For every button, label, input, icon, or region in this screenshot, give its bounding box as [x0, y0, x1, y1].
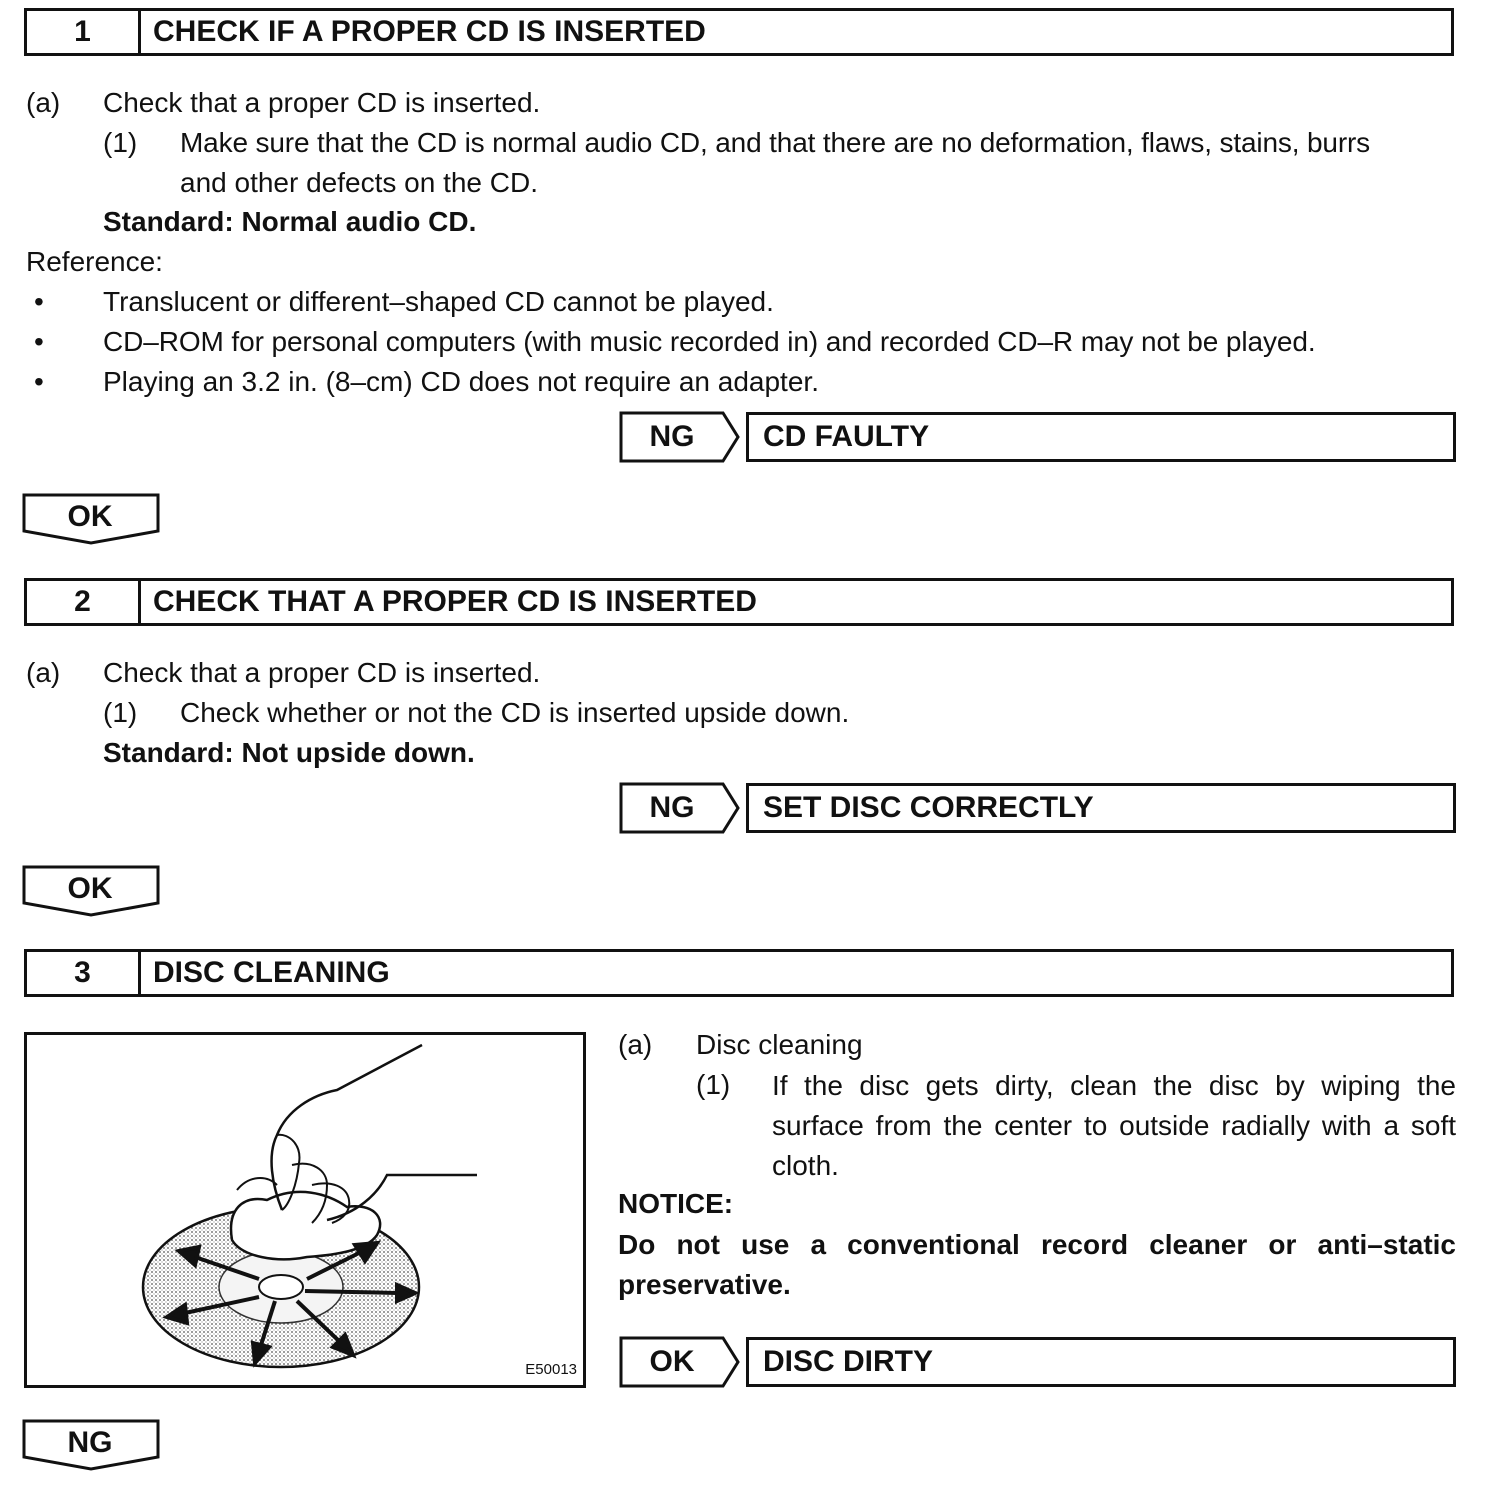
result-text: DISC DIRTY [763, 1345, 934, 1378]
step-1-header [24, 8, 1454, 56]
notice-label: NOTICE: [618, 1188, 734, 1219]
result-box [746, 1337, 1456, 1387]
sub-item-label: (1) [103, 127, 138, 158]
bullet: • [34, 366, 44, 397]
step-2-header [24, 578, 1454, 626]
next-step-tab [22, 493, 162, 545]
figure-code: E50013 [525, 1361, 577, 1378]
step-3-header [24, 949, 1454, 997]
next-step-label: OK [67, 500, 113, 533]
step-title: CHECK THAT A PROPER CD IS INSERTED [153, 585, 757, 618]
disc-cleaning-figure [24, 1032, 586, 1388]
result-box [746, 412, 1456, 462]
result-tag-label: NG [649, 791, 695, 824]
reference-item: Playing an 3.2 in. (8–cm) CD does not require an adapter. [103, 366, 819, 397]
sub-item-text-line1: Make sure that the CD is normal audio CD, and that there are no deformation, flaws, stains, burrs [180, 127, 1371, 158]
disc-cleaning-illustration [27, 1035, 583, 1385]
bullet: • [34, 286, 44, 317]
standard-text: Standard: Normal audio CD. [103, 206, 477, 237]
step-number: 2 [27, 581, 141, 623]
result-tag-label: NG [649, 420, 695, 453]
bullet: • [34, 326, 44, 357]
reference-item: CD–ROM for personal computers (with music recorded in) and recorded CD–R may not be played. [103, 326, 1316, 357]
item-label: (a) [26, 87, 61, 118]
sub-item-label: (1) [696, 1069, 731, 1100]
step-title: DISC CLEANING [153, 956, 390, 989]
result-arrow-tag [619, 1336, 741, 1388]
item-label: (a) [26, 657, 61, 688]
item-label: (a) [618, 1029, 653, 1060]
result-text: CD FAULTY [763, 420, 930, 453]
result-text: SET DISC CORRECTLY [763, 791, 1094, 824]
next-step-label: NG [67, 1426, 113, 1459]
reference-label: Reference: [26, 246, 163, 277]
sub-item-text: If the disc gets dirty, clean the disc by wiping the surface from the center to outside radially with a soft cloth. [772, 1070, 1456, 1181]
result-tag-label: OK [649, 1345, 695, 1378]
step-number: 1 [27, 11, 141, 53]
sub-item-text: Check whether or not the CD is inserted upside down. [180, 697, 850, 728]
notice-text: Do not use a conventional record cleaner or anti–static preservative. [618, 1229, 1456, 1300]
sub-item-label: (1) [103, 697, 138, 728]
standard-text: Standard: Not upside down. [103, 737, 475, 768]
result-arrow-tag [619, 782, 741, 834]
reference-item: Translucent or different–shaped CD cannot be played. [103, 286, 774, 317]
next-step-tab [22, 865, 162, 917]
step-number: 3 [27, 952, 141, 994]
step-title: CHECK IF A PROPER CD IS INSERTED [153, 15, 706, 48]
item-text: Check that a proper CD is inserted. [103, 87, 541, 118]
next-step-label: OK [67, 872, 113, 905]
sub-item-text-line2: and other defects on the CD. [180, 167, 538, 198]
next-step-tab [22, 1419, 162, 1471]
result-arrow-tag [619, 411, 741, 463]
item-text: Disc cleaning [696, 1029, 863, 1060]
result-box [746, 783, 1456, 833]
item-text: Check that a proper CD is inserted. [103, 657, 541, 688]
